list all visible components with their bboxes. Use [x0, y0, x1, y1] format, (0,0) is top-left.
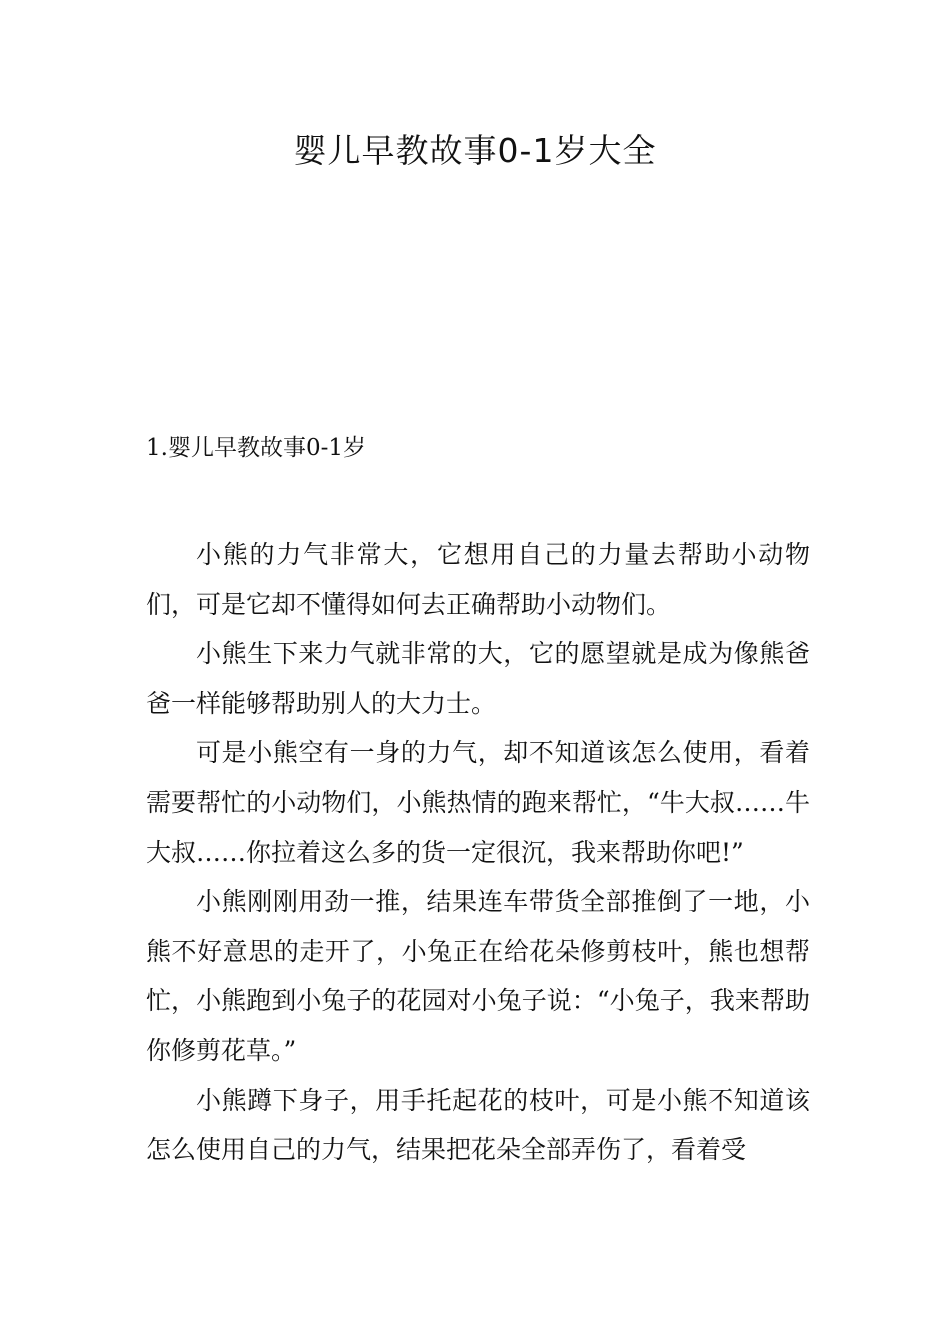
paragraph: 小熊蹲下身子，用手托起花的枝叶，可是小熊不知道该怎么使用自己的力气，结果把花朵全部弄伤了，看着受 [146, 1085, 810, 1165]
paragraph: 小熊生下来力气就非常的大，它的愿望就是成为像熊爸爸一样能够帮助别人的大力士。 [146, 639, 810, 718]
document-title: 婴儿早教故事0-1岁大全 [293, 131, 657, 170]
paragraph: 小熊的力气非常大，它想用自己的力量去帮助小动物们，可是它却不懂得如何去正确帮助小动物们。 [146, 540, 810, 619]
paragraph: 小熊刚刚用劲一推，结果连车带货全部推倒了一地，小熊不好意思的走开了，小兔正在给花朵修剪枝叶，熊也想帮忙，小熊跑到小兔子的花园对小兔子说：“小兔子，我来帮助你修剪花草。” [146, 887, 810, 1065]
section-heading: 1.婴儿早教故事0-1岁 [146, 435, 366, 461]
story-body [146, 530, 810, 1175]
paragraph: 可是小熊空有一身的力气，却不知道该怎么使用，看着需要帮忙的小动物们，小熊热情的跑来帮忙，“牛大叔……牛大叔……你拉着这么多的货一定很沉，我来帮助你吧!” [146, 738, 810, 867]
